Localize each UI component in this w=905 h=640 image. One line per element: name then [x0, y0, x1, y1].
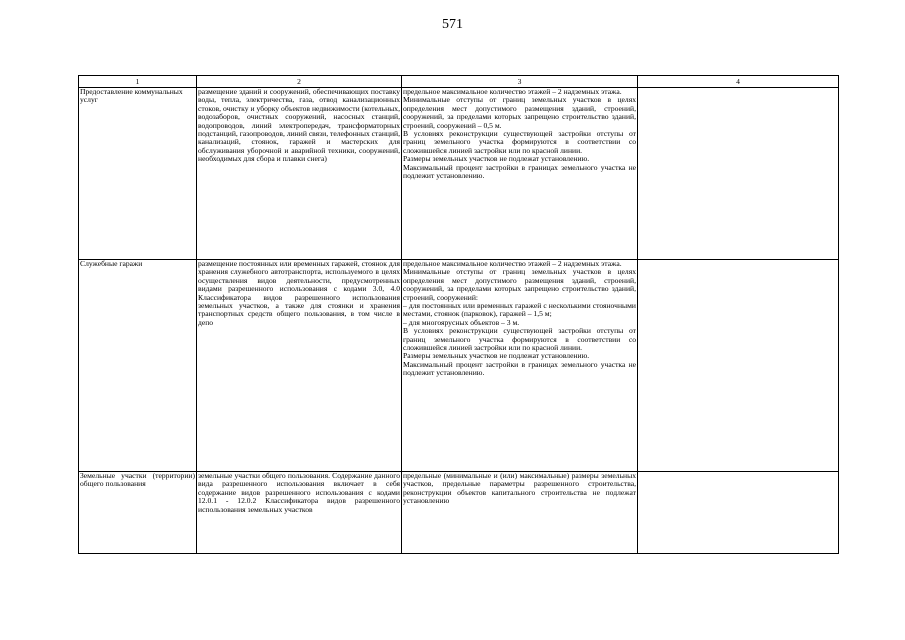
- parameter-line: Минимальные отступы от границ земельных участков в целях определения мест допустимого размещения зданий, строений, сооружений, за пределами которых запрещено строительство зданий, строений, сооружений – 0,5 м.: [403, 95, 636, 130]
- use-name-cell: Предоставление коммунальных услуг: [79, 88, 197, 260]
- table-header-row: [79, 76, 839, 88]
- parameter-line: Минимальные отступы от границ земельных участков в целях определения мест допустимого размещения зданий, строений, сооружений, за пределами которых запрещено строительство зданий, строений, сооружений:: [403, 267, 636, 302]
- parameter-line: Максимальный процент застройки в границах земельного участка не подлежит установлению.: [403, 162, 636, 181]
- column-4-cell: [638, 472, 839, 554]
- parameter-line: Максимальный процент застройки в границах земельного участка не подлежит установлению.: [403, 359, 636, 378]
- parameter-line: предельное максимальное количество этажей – 2 надземных этажа.: [403, 259, 622, 268]
- column-header-2: 2: [197, 76, 402, 88]
- column-header-4: 4: [638, 76, 839, 88]
- table-row: [79, 88, 839, 260]
- use-name-cell: Служебные гаражи: [79, 260, 197, 472]
- use-name-cell: Земельные участки (территории) общего пользования: [79, 472, 197, 554]
- parameter-line: – для постоянных или временных гаражей с несколькими стояночными местами, стоянок (парковок), гаражей – 1,5 м;: [403, 301, 636, 319]
- use-description-cell: размещение зданий и сооружений, обеспечивающих поставку воды, тепла, электричества, газа, отвод канализационных стоков, очистку и уборку объектов недвижимости (котельных, водозаборов, очистных сооружений, насосных станций, водопроводов, линий электропередач, трансформаторных подстанций, газопроводов, линий связи, телефонных станций, канализаций, стоянок, гаражей и мастерских для обслуживания уборочной и аварийной техники, сооружений, необходимых для сбора и плавки снега): [197, 88, 402, 260]
- table-row: [79, 472, 839, 554]
- parameters-cell: [402, 260, 638, 472]
- parameter-line: В условиях реконструкции существующей застройки отступы от границ земельного участка формируются в соответствии со сложившейся линией застройки или по красной линии.: [403, 326, 636, 353]
- parameter-line: Размеры земельных участков не подлежат установлению.: [403, 351, 590, 361]
- zoning-regulations-table: [78, 75, 839, 554]
- column-header-1: 1: [79, 76, 197, 88]
- parameter-line: В условиях реконструкции существующей застройки отступы от границ земельного участка формируются в соответствии со сложившейся линией застройки или по красной линии.: [403, 129, 636, 155]
- column-header-3: 3: [402, 76, 638, 88]
- column-4-cell: [638, 88, 839, 260]
- column-4-cell: [638, 260, 839, 472]
- use-description-cell: земельные участки общего пользования. Содержание данного вида разрешенного использования включает в себя содержание видов разрешенного использования с кодами 12.0.1 - 12.0.2 Классификатора видов разрешенного использования земельных участков: [197, 472, 402, 554]
- parameter-line: Размеры земельных участков не подлежат установлению.: [403, 154, 590, 164]
- parameter-line: – для многоярусных объектов – 3 м.: [403, 317, 520, 327]
- table-row: [79, 260, 839, 472]
- parameter-line: предельное максимальное количество этажей – 2 надземных этажа.: [403, 87, 622, 96]
- parameter-line: предельные (минимальные и (или) максимальные) размеры земельных участков, предельные параметры разрешенного строительства, реконструкции объектов капитального строительства не подлежат установлению: [403, 471, 636, 506]
- page-number: 571: [442, 17, 463, 32]
- use-description-cell: размещение постоянных или временных гаражей, стоянок для хранения служебного автотранспорта, используемого в целях осуществления видов деятельности, предусмотренных видами разрешенного использования с кодами 3.0, 4.0 Классификатора видов разрешенного использования земельных участков, а также для стоянки и хранения транспортных средств общего пользования, в том числе в депо: [197, 260, 402, 472]
- parameters-cell: [402, 88, 638, 260]
- parameters-cell: [402, 472, 638, 554]
